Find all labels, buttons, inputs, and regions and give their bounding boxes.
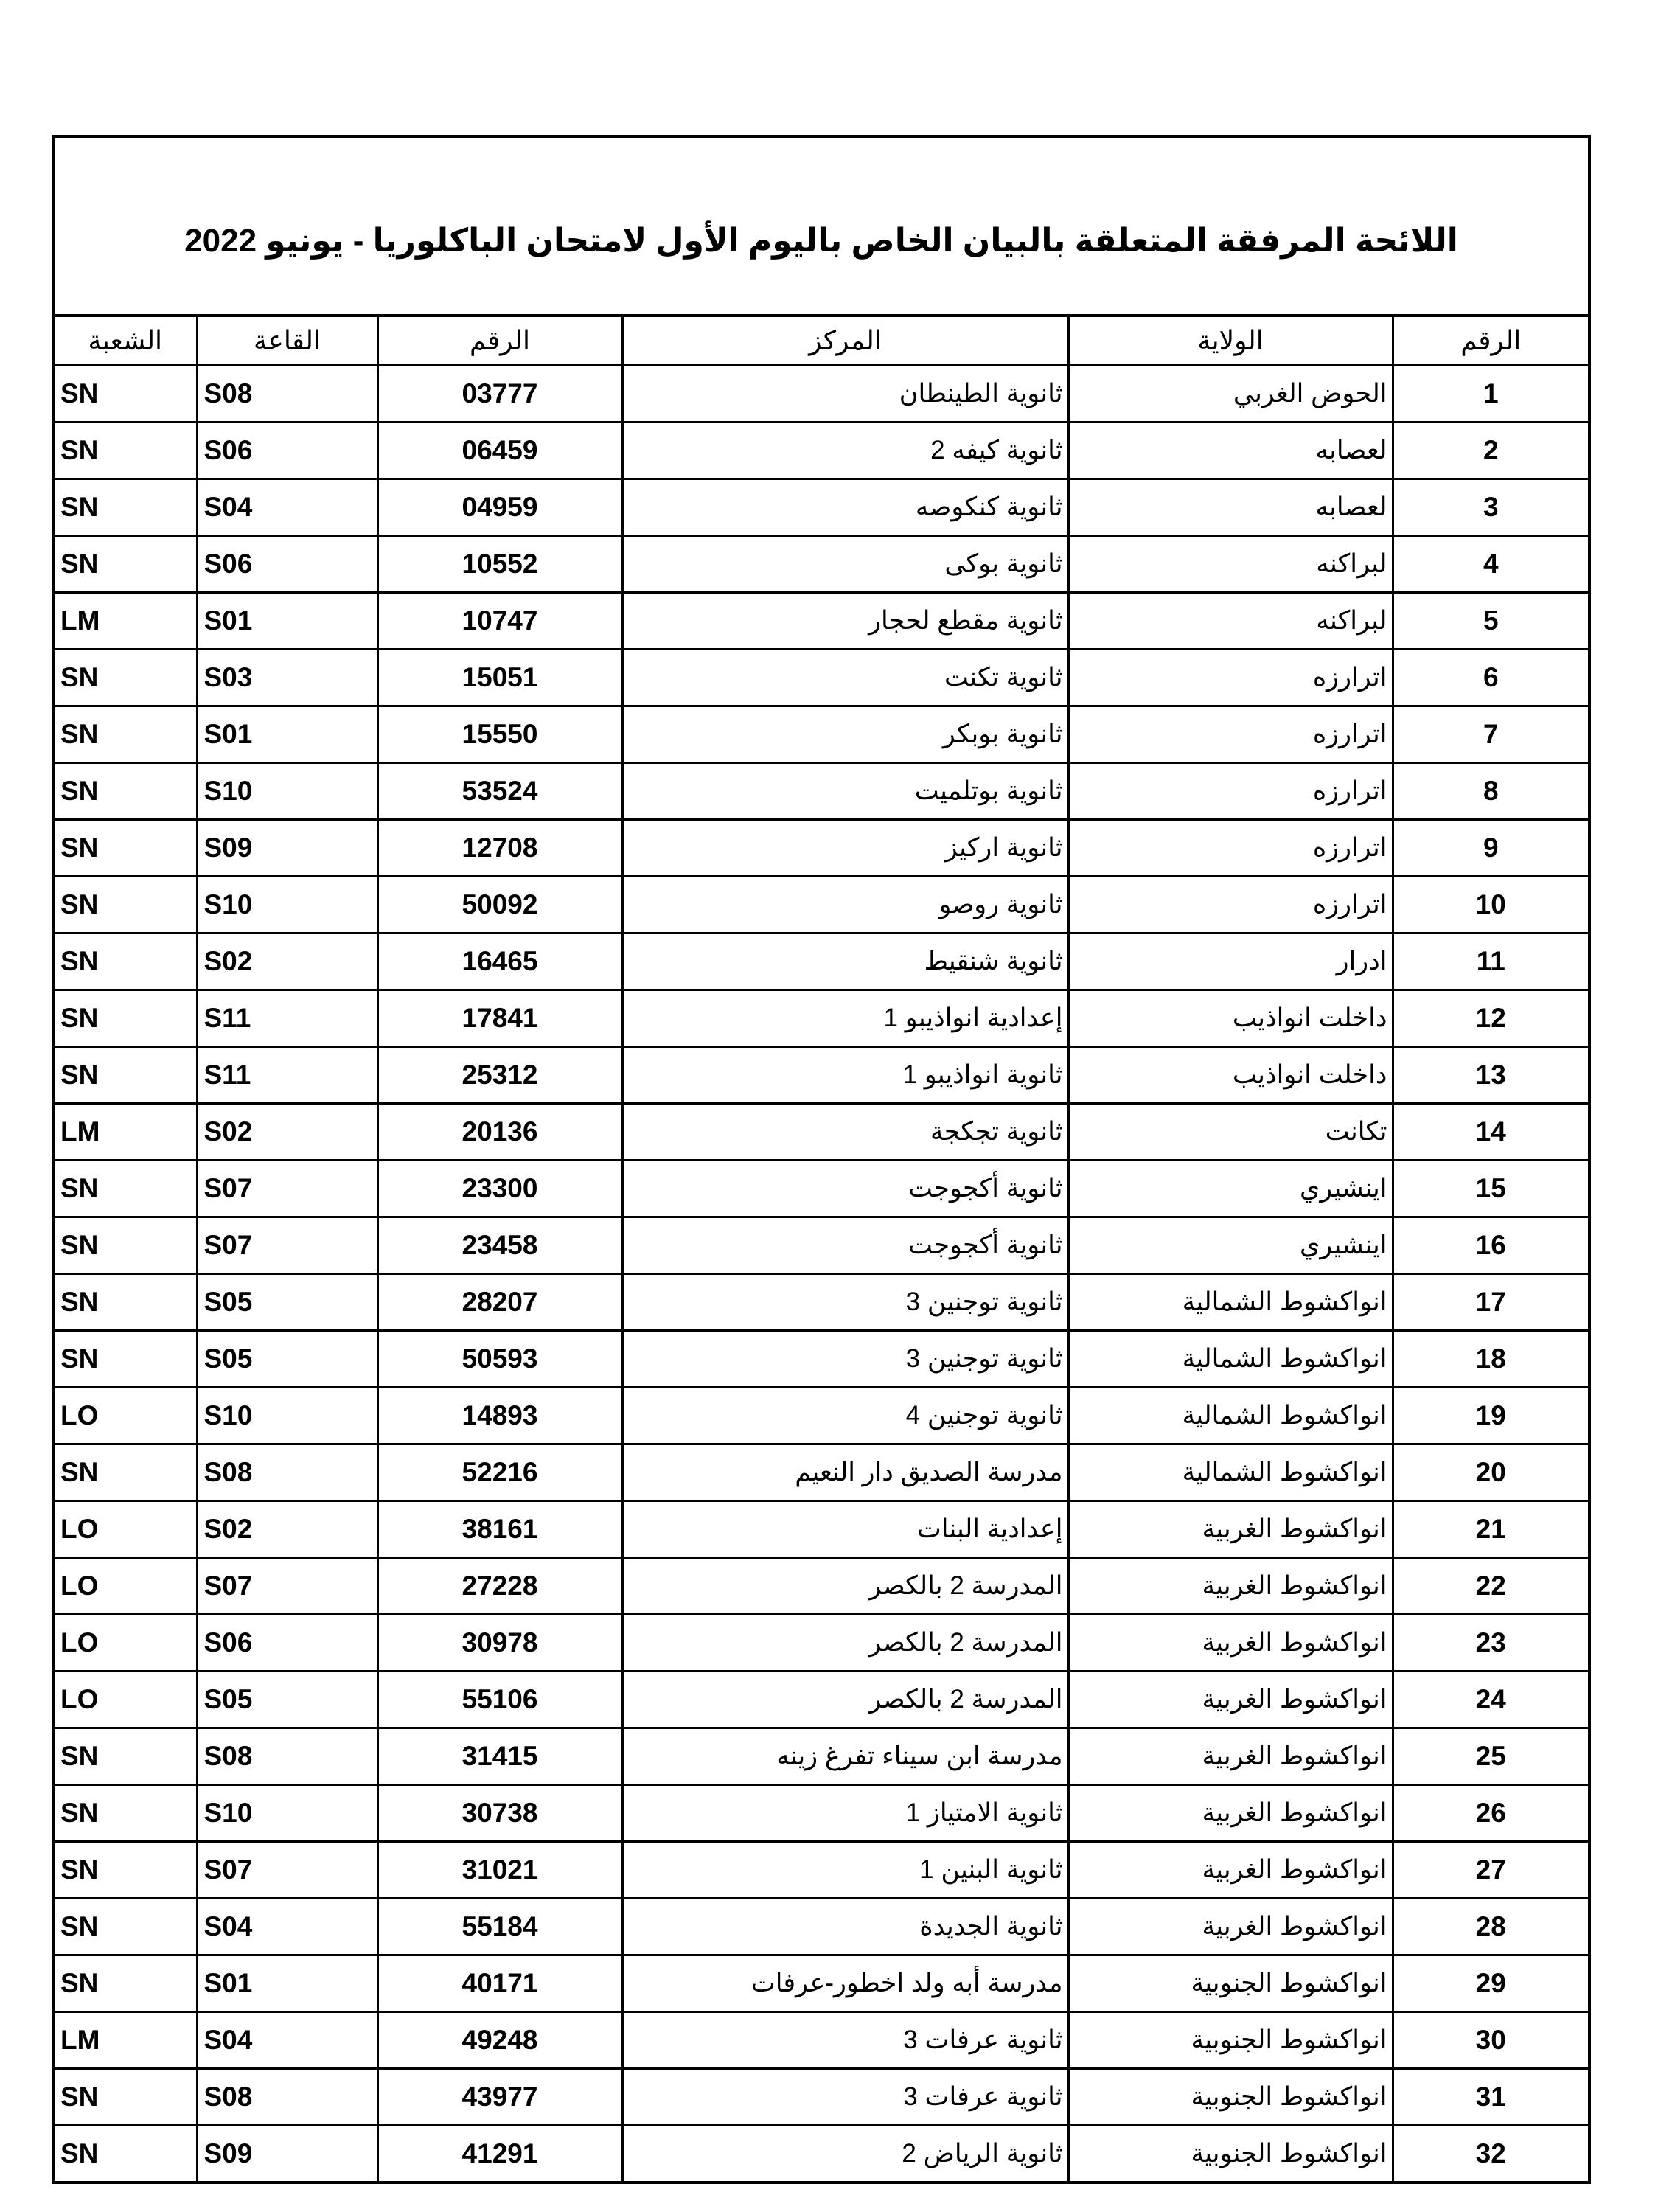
code-cell: 30978: [377, 1615, 622, 1672]
row-number-cell: 4: [1393, 536, 1588, 593]
row-number-cell: 10: [1393, 877, 1588, 933]
room-cell: S05: [197, 1672, 377, 1728]
room-cell: S09: [197, 820, 377, 877]
table-header-row: [55, 317, 1588, 366]
room-cell: S11: [197, 990, 377, 1047]
table-row: [55, 1161, 1588, 1217]
header-code: الرقم: [377, 317, 622, 366]
table-row: [55, 1047, 1588, 1104]
row-number-cell: 29: [1393, 1955, 1588, 2012]
branch-cell: LO: [55, 1558, 197, 1615]
row-number-cell: 22: [1393, 1558, 1588, 1615]
branch-cell: LO: [55, 1672, 197, 1728]
row-number-cell: 19: [1393, 1388, 1588, 1444]
branch-cell: SN: [55, 479, 197, 536]
row-number-cell: 30: [1393, 2012, 1588, 2069]
room-cell: S08: [197, 366, 377, 422]
room-cell: S07: [197, 1842, 377, 1899]
room-cell: S01: [197, 593, 377, 650]
branch-cell: LO: [55, 1615, 197, 1672]
code-cell: 41291: [377, 2126, 622, 2182]
wilaya-cell: الحوض الغربي: [1068, 366, 1393, 422]
row-number-cell: 6: [1393, 650, 1588, 706]
center-cell: المدرسة 2 بالكصر: [622, 1672, 1068, 1728]
center-cell: ثانوية مقطع لحجار: [622, 593, 1068, 650]
table-row: [55, 366, 1588, 422]
table-row: [55, 763, 1588, 820]
table-row: [55, 1331, 1588, 1388]
center-cell: ثانوية الرياض 2: [622, 2126, 1068, 2182]
table-row: [55, 1388, 1588, 1444]
branch-cell: SN: [55, 650, 197, 706]
branch-cell: SN: [55, 1274, 197, 1331]
room-cell: S07: [197, 1217, 377, 1274]
branch-cell: SN: [55, 1444, 197, 1501]
wilaya-cell: انواكشوط الجنوبية: [1068, 2069, 1393, 2126]
center-cell: ثانوية انواذيبو 1: [622, 1047, 1068, 1104]
room-cell: S03: [197, 650, 377, 706]
title-box: [55, 138, 1588, 317]
wilaya-cell: انواكشوط الشمالية: [1068, 1331, 1393, 1388]
branch-cell: LO: [55, 1501, 197, 1558]
wilaya-cell: انواكشوط الغربية: [1068, 1615, 1393, 1672]
wilaya-cell: انواكشوط الغربية: [1068, 1501, 1393, 1558]
row-number-cell: 5: [1393, 593, 1588, 650]
wilaya-cell: اينشيري: [1068, 1161, 1393, 1217]
row-number-cell: 13: [1393, 1047, 1588, 1104]
branch-cell: SN: [55, 422, 197, 479]
branch-cell: SN: [55, 933, 197, 990]
table-row: [55, 1274, 1588, 1331]
wilaya-cell: ادرار: [1068, 933, 1393, 990]
code-cell: 17841: [377, 990, 622, 1047]
code-cell: 12708: [377, 820, 622, 877]
header-wilaya: الولاية: [1068, 317, 1393, 366]
branch-cell: SN: [55, 1728, 197, 1785]
branch-cell: SN: [55, 763, 197, 820]
branch-cell: SN: [55, 1899, 197, 1955]
table-row: [55, 1785, 1588, 1842]
center-cell: مدرسة ابن سيناء تفرغ زينه: [622, 1728, 1068, 1785]
code-cell: 50593: [377, 1331, 622, 1388]
room-cell: S06: [197, 422, 377, 479]
wilaya-cell: انواكشوط الشمالية: [1068, 1388, 1393, 1444]
wilaya-cell: داخلت انواذيب: [1068, 1047, 1393, 1104]
results-table: [55, 317, 1588, 2181]
branch-cell: SN: [55, 2126, 197, 2182]
wilaya-cell: انواكشوط الجنوبية: [1068, 2126, 1393, 2182]
center-cell: المدرسة 2 بالكصر: [622, 1558, 1068, 1615]
table-row: [55, 1615, 1588, 1672]
header-branch: الشعبة: [55, 317, 197, 366]
center-cell: ثانوية بوكى: [622, 536, 1068, 593]
row-number-cell: 12: [1393, 990, 1588, 1047]
wilaya-cell: اترارزه: [1068, 877, 1393, 933]
row-number-cell: 28: [1393, 1899, 1588, 1955]
table-row: [55, 1955, 1588, 2012]
header-num: الرقم: [1393, 317, 1588, 366]
room-cell: S01: [197, 706, 377, 763]
wilaya-cell: انواكشوط الشمالية: [1068, 1444, 1393, 1501]
table-row: [55, 1104, 1588, 1161]
room-cell: S08: [197, 1444, 377, 1501]
wilaya-cell: اترارزه: [1068, 706, 1393, 763]
branch-cell: SN: [55, 820, 197, 877]
wilaya-cell: انواكشوط الجنوبية: [1068, 1955, 1393, 2012]
room-cell: S10: [197, 1388, 377, 1444]
row-number-cell: 27: [1393, 1842, 1588, 1899]
code-cell: 55184: [377, 1899, 622, 1955]
row-number-cell: 1: [1393, 366, 1588, 422]
table-row: [55, 1558, 1588, 1615]
code-cell: 31021: [377, 1842, 622, 1899]
wilaya-cell: انواكشوط الغربية: [1068, 1785, 1393, 1842]
room-cell: S11: [197, 1047, 377, 1104]
code-cell: 25312: [377, 1047, 622, 1104]
code-cell: 27228: [377, 1558, 622, 1615]
table-row: [55, 1217, 1588, 1274]
center-cell: مدرسة أبه ولد اخطور-عرفات: [622, 1955, 1068, 2012]
row-number-cell: 3: [1393, 479, 1588, 536]
header-room: القاعة: [197, 317, 377, 366]
room-cell: S08: [197, 2069, 377, 2126]
wilaya-cell: اترارزه: [1068, 763, 1393, 820]
row-number-cell: 31: [1393, 2069, 1588, 2126]
code-cell: 53524: [377, 763, 622, 820]
table-row: [55, 1842, 1588, 1899]
wilaya-cell: لبراكنه: [1068, 536, 1393, 593]
code-cell: 55106: [377, 1672, 622, 1728]
room-cell: S07: [197, 1161, 377, 1217]
code-cell: 23458: [377, 1217, 622, 1274]
center-cell: ثانوية الامتياز 1: [622, 1785, 1068, 1842]
room-cell: S09: [197, 2126, 377, 2182]
row-number-cell: 9: [1393, 820, 1588, 877]
wilaya-cell: اينشيري: [1068, 1217, 1393, 1274]
wilaya-cell: انواكشوط الغربية: [1068, 1728, 1393, 1785]
center-cell: ثانوية روصو: [622, 877, 1068, 933]
room-cell: S10: [197, 763, 377, 820]
code-cell: 15051: [377, 650, 622, 706]
row-number-cell: 7: [1393, 706, 1588, 763]
room-cell: S10: [197, 877, 377, 933]
wilaya-cell: انواكشوط الغربية: [1068, 1842, 1393, 1899]
wilaya-cell: لعصابه: [1068, 479, 1393, 536]
table-row: [55, 479, 1588, 536]
code-cell: 20136: [377, 1104, 622, 1161]
table-row: [55, 1728, 1588, 1785]
code-cell: 49248: [377, 2012, 622, 2069]
row-number-cell: 23: [1393, 1615, 1588, 1672]
center-cell: ثانوية كيفه 2: [622, 422, 1068, 479]
room-cell: S04: [197, 1899, 377, 1955]
table-row: [55, 593, 1588, 650]
branch-cell: SN: [55, 1842, 197, 1899]
center-cell: مدرسة الصديق دار النعيم: [622, 1444, 1068, 1501]
table-row: [55, 933, 1588, 990]
table-row: [55, 2126, 1588, 2182]
code-cell: 40171: [377, 1955, 622, 2012]
table-row: [55, 2012, 1588, 2069]
center-cell: ثانوية بوتلميت: [622, 763, 1068, 820]
branch-cell: LO: [55, 1388, 197, 1444]
wilaya-cell: اترارزه: [1068, 820, 1393, 877]
room-cell: S01: [197, 1955, 377, 2012]
header-center: المركز: [622, 317, 1068, 366]
branch-cell: SN: [55, 1217, 197, 1274]
center-cell: ثانوية عرفات 3: [622, 2069, 1068, 2126]
table-row: [55, 536, 1588, 593]
code-cell: 43977: [377, 2069, 622, 2126]
table-row: [55, 422, 1588, 479]
room-cell: S10: [197, 1785, 377, 1842]
row-number-cell: 16: [1393, 1217, 1588, 1274]
row-number-cell: 18: [1393, 1331, 1588, 1388]
room-cell: S02: [197, 1104, 377, 1161]
center-cell: ثانوية اركيز: [622, 820, 1068, 877]
row-number-cell: 20: [1393, 1444, 1588, 1501]
branch-cell: SN: [55, 1161, 197, 1217]
room-cell: S05: [197, 1274, 377, 1331]
room-cell: S07: [197, 1558, 377, 1615]
row-number-cell: 15: [1393, 1161, 1588, 1217]
branch-cell: SN: [55, 536, 197, 593]
room-cell: S06: [197, 1615, 377, 1672]
wilaya-cell: لبراكنه: [1068, 593, 1393, 650]
room-cell: S04: [197, 2012, 377, 2069]
center-cell: ثانوية شنقيط: [622, 933, 1068, 990]
table-row: [55, 1501, 1588, 1558]
branch-cell: SN: [55, 706, 197, 763]
code-cell: 15550: [377, 706, 622, 763]
code-cell: 04959: [377, 479, 622, 536]
row-number-cell: 24: [1393, 1672, 1588, 1728]
branch-cell: LM: [55, 2012, 197, 2069]
code-cell: 28207: [377, 1274, 622, 1331]
code-cell: 52216: [377, 1444, 622, 1501]
code-cell: 14893: [377, 1388, 622, 1444]
branch-cell: SN: [55, 366, 197, 422]
code-cell: 10552: [377, 536, 622, 593]
branch-cell: SN: [55, 1785, 197, 1842]
center-cell: المدرسة 2 بالكصر: [622, 1615, 1068, 1672]
row-number-cell: 26: [1393, 1785, 1588, 1842]
center-cell: ثانوية توجنين 3: [622, 1331, 1068, 1388]
table-row: [55, 1444, 1588, 1501]
code-cell: 23300: [377, 1161, 622, 1217]
room-cell: S04: [197, 479, 377, 536]
code-cell: 50092: [377, 877, 622, 933]
center-cell: ثانوية تجكجة: [622, 1104, 1068, 1161]
row-number-cell: 21: [1393, 1501, 1588, 1558]
room-cell: S02: [197, 1501, 377, 1558]
row-number-cell: 8: [1393, 763, 1588, 820]
room-cell: S06: [197, 536, 377, 593]
wilaya-cell: داخلت انواذيب: [1068, 990, 1393, 1047]
table-row: [55, 877, 1588, 933]
center-cell: ثانوية كنكوصه: [622, 479, 1068, 536]
branch-cell: SN: [55, 1331, 197, 1388]
center-cell: ثانوية عرفات 3: [622, 2012, 1068, 2069]
code-cell: 31415: [377, 1728, 622, 1785]
wilaya-cell: انواكشوط الغربية: [1068, 1558, 1393, 1615]
wilaya-cell: اترارزه: [1068, 650, 1393, 706]
table-row: [55, 650, 1588, 706]
page-title: اللائحة المرفقة المتعلقة بالبيان الخاص باليوم الأول لامتحان الباكلوريا - يونيو 2022: [184, 223, 1458, 259]
branch-cell: SN: [55, 2069, 197, 2126]
code-cell: 10747: [377, 593, 622, 650]
center-cell: ثانوية الطينطان: [622, 366, 1068, 422]
code-cell: 38161: [377, 1501, 622, 1558]
table-row: [55, 1899, 1588, 1955]
room-cell: S08: [197, 1728, 377, 1785]
center-cell: ثانوية توجنين 3: [622, 1274, 1068, 1331]
table-row: [55, 990, 1588, 1047]
code-cell: 03777: [377, 366, 622, 422]
center-cell: إعدادية انواذيبو 1: [622, 990, 1068, 1047]
center-cell: ثانوية توجنين 4: [622, 1388, 1068, 1444]
center-cell: ثانوية أكجوجت: [622, 1217, 1068, 1274]
row-number-cell: 25: [1393, 1728, 1588, 1785]
table-body: [55, 366, 1588, 2182]
row-number-cell: 32: [1393, 2126, 1588, 2182]
branch-cell: SN: [55, 1047, 197, 1104]
wilaya-cell: انواكشوط الغربية: [1068, 1672, 1393, 1728]
wilaya-cell: لعصابه: [1068, 422, 1393, 479]
row-number-cell: 17: [1393, 1274, 1588, 1331]
room-cell: S02: [197, 933, 377, 990]
row-number-cell: 14: [1393, 1104, 1588, 1161]
center-cell: إعدادية البنات: [622, 1501, 1068, 1558]
wilaya-cell: انواكشوط الشمالية: [1068, 1274, 1393, 1331]
branch-cell: LM: [55, 1104, 197, 1161]
branch-cell: LM: [55, 593, 197, 650]
code-cell: 16465: [377, 933, 622, 990]
table-row: [55, 1672, 1588, 1728]
code-cell: 06459: [377, 422, 622, 479]
wilaya-cell: تكانت: [1068, 1104, 1393, 1161]
row-number-cell: 11: [1393, 933, 1588, 990]
table-row: [55, 820, 1588, 877]
center-cell: ثانوية الجديدة: [622, 1899, 1068, 1955]
center-cell: ثانوية أكجوجت: [622, 1161, 1068, 1217]
center-cell: ثانوية البنين 1: [622, 1842, 1068, 1899]
wilaya-cell: انواكشوط الغربية: [1068, 1899, 1393, 1955]
document-frame: [52, 135, 1591, 2184]
table-row: [55, 2069, 1588, 2126]
wilaya-cell: انواكشوط الجنوبية: [1068, 2012, 1393, 2069]
branch-cell: SN: [55, 877, 197, 933]
branch-cell: SN: [55, 990, 197, 1047]
code-cell: 30738: [377, 1785, 622, 1842]
center-cell: ثانوية بوبكر: [622, 706, 1068, 763]
row-number-cell: 2: [1393, 422, 1588, 479]
room-cell: S05: [197, 1331, 377, 1388]
branch-cell: SN: [55, 1955, 197, 2012]
center-cell: ثانوية تكنت: [622, 650, 1068, 706]
table-row: [55, 706, 1588, 763]
